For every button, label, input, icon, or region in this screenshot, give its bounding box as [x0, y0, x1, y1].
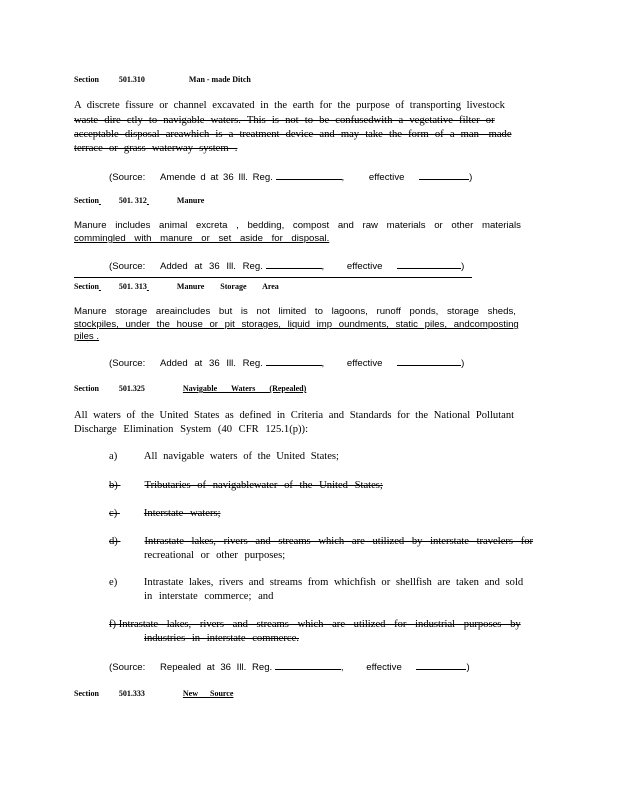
- effective-date-blank: [397, 259, 461, 269]
- section-501-313-heading: [74, 283, 279, 291]
- source-close: ): [461, 261, 465, 272]
- source-label: (Source:: [109, 172, 146, 183]
- section-number: 501.325: [118, 384, 145, 393]
- section-number: 501.310: [118, 75, 145, 84]
- section-501-325-intro-1: All waters of the United States as defined in Criteria and Standards for the National Pollutant: [74, 410, 515, 421]
- section-501-312-source: [109, 259, 464, 272]
- effective-label: effective: [346, 261, 383, 272]
- source-label: (Source:: [109, 358, 146, 369]
- list-letter: b): [109, 480, 118, 491]
- section-501-310-source: [109, 170, 472, 183]
- list-item-d: [109, 537, 533, 548]
- section-501-313-line-2: stockpiles, under the house or pit storages, liquid imp oundments, static piles, andcomposting: [74, 319, 519, 330]
- section-501-310-line-3: acceptable disposal areawhich is a treatment device and may take the form of a man- made: [74, 129, 512, 140]
- list-item-f: [109, 620, 521, 631]
- list-item-b: [109, 481, 383, 492]
- section-title: Manure Storage Area: [176, 282, 279, 291]
- register-blank: [276, 170, 342, 180]
- section-501-313-source: [109, 356, 464, 369]
- section-number: 501. 313: [118, 282, 147, 291]
- source-comma: ,: [341, 172, 345, 183]
- section-501-312-line-1: Manure includes animal excreta , bedding, compost and raw materials or other materials: [74, 220, 521, 231]
- source-close: ): [461, 358, 465, 369]
- list-item-e: [109, 578, 523, 589]
- section-501-313-line-1: Manure storage areaincludes but is not limited to lagoons, runoff ponds, storage sheds,: [74, 306, 516, 317]
- list-text: Tributaries of navigablewater of the United States;: [144, 480, 383, 491]
- list-letter: f): [109, 619, 117, 630]
- list-item-f-line-2: industries in interstate commerce.: [144, 633, 299, 644]
- source-close: ): [469, 172, 473, 183]
- section-501-310-line-4: terrace or grass waterway system .: [74, 143, 238, 154]
- list-letter: c): [109, 508, 118, 519]
- source-close: ): [466, 662, 470, 673]
- section-501-325-heading: [74, 385, 306, 393]
- list-text: Intrastate lakes, rivers and streams which are utilized for industrial purposes by: [118, 619, 521, 630]
- section-label: Section: [74, 196, 99, 205]
- list-text: Intrastate lakes, rivers and streams from whichfish or shellfish are taken and sold: [143, 577, 524, 588]
- section-label: Section: [74, 689, 99, 698]
- effective-date-blank: [419, 170, 469, 180]
- section-501-310-heading: [74, 76, 251, 84]
- separator-rule: [74, 277, 472, 278]
- effective-date-blank: [416, 660, 466, 670]
- section-title: Navigable Waters (Repealed): [182, 384, 307, 393]
- list-item-a: [109, 452, 339, 463]
- section-501-325-intro-2: Discharge Elimination System (40 CFR 125.1(p)):: [74, 424, 309, 435]
- list-letter: a): [109, 451, 118, 462]
- section-501-312-line-2: commingled with manure or set aside for disposal.: [74, 233, 330, 244]
- section-label: Section: [74, 282, 99, 291]
- source-comma: ,: [321, 358, 325, 369]
- list-letter: d): [109, 536, 118, 547]
- effective-date-blank: [397, 356, 461, 366]
- source-comma: ,: [340, 662, 344, 673]
- section-number: 501.333: [118, 689, 145, 698]
- list-text: Intrastate lakes, rivers and streams which are utilized by interstate travelers for: [144, 536, 534, 547]
- source-action: Added at 36 Ill. Reg.: [159, 261, 263, 272]
- source-comma: ,: [321, 261, 325, 272]
- section-label: Section: [74, 384, 99, 393]
- section-number: 501. 312: [118, 196, 147, 205]
- effective-label: effective: [346, 358, 383, 369]
- section-501-310-line-2: waste dire ctly to navigable waters. This is not to be confusedwith a vegetative filter or: [74, 115, 495, 126]
- list-text: All navigable waters of the United States;: [143, 451, 339, 462]
- source-label: (Source:: [109, 261, 146, 272]
- section-501-325-source: [109, 660, 470, 673]
- source-label: (Source:: [109, 662, 146, 673]
- section-title: New Source: [182, 689, 234, 698]
- list-item-d-line-2: recreational or other purposes;: [144, 550, 286, 561]
- register-blank: [266, 356, 322, 366]
- section-501-333-heading: [74, 690, 247, 698]
- effective-label: effective: [368, 172, 405, 183]
- effective-label: effective: [366, 662, 402, 673]
- section-title: Manure: [176, 196, 205, 205]
- list-item-e-line-2: in interstate commerce; and: [144, 591, 274, 602]
- list-text: Interstate waters;: [143, 508, 221, 519]
- source-action: Added at 36 Ill. Reg.: [159, 358, 263, 369]
- source-action: Repealed at 36 Ill. Reg.: [159, 662, 273, 673]
- section-501-313-line-3: piles .: [74, 331, 100, 342]
- register-blank: [266, 259, 322, 269]
- section-title: Man - made Ditch: [188, 75, 251, 84]
- source-action: Amende d at 36 Ill. Reg.: [159, 172, 273, 183]
- section-501-310-line-1: A discrete fissure or channel excavated in the earth for the purpose of transporting livestock: [74, 100, 505, 111]
- list-item-c: [109, 509, 221, 520]
- list-letter: e): [109, 577, 118, 588]
- section-501-312-heading: [74, 197, 204, 205]
- section-label: Section: [74, 75, 99, 84]
- register-blank: [275, 660, 341, 670]
